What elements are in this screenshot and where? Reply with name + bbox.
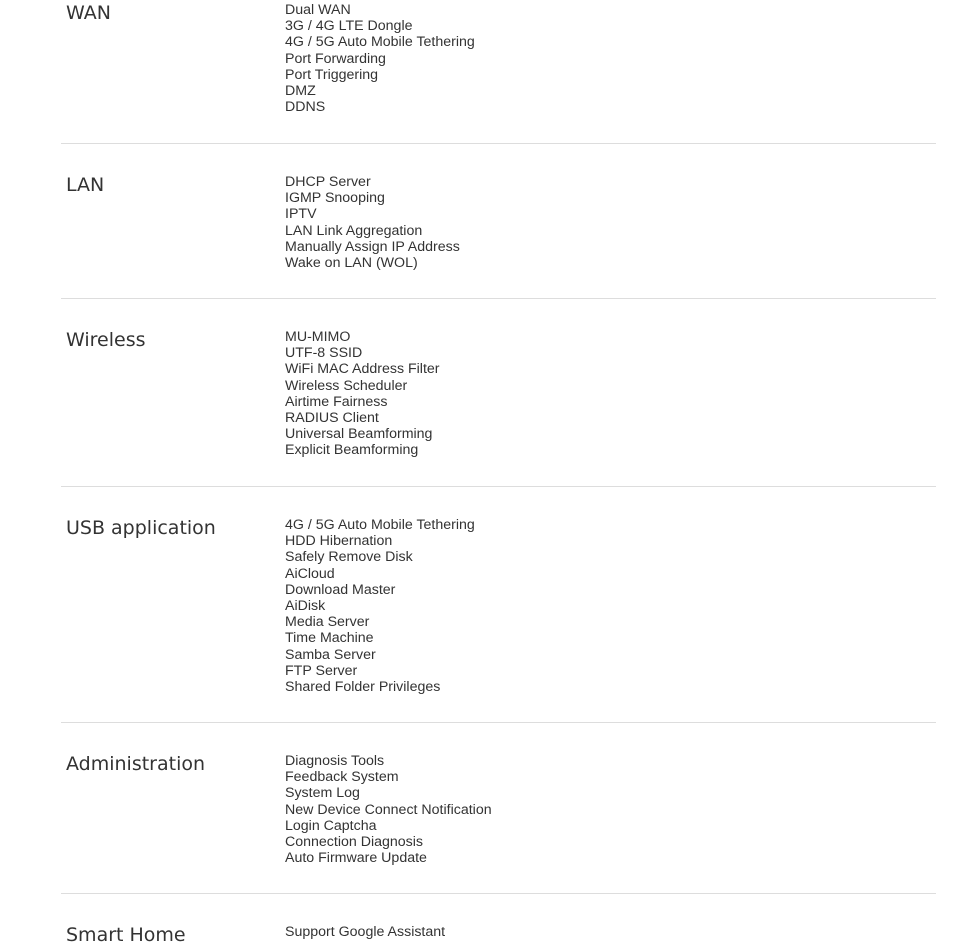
section-title: LAN: [66, 174, 105, 196]
feature-item: Explicit Beamforming: [285, 442, 419, 459]
feature-item: Auto Firmware Update: [285, 850, 427, 867]
feature-list: [285, 174, 460, 271]
feature-item: Dual WAN: [285, 2, 351, 18]
feature-item: New Device Connect Notification: [285, 801, 492, 818]
section-title: WAN: [66, 2, 111, 24]
feature-item: DHCP Server: [285, 174, 371, 190]
feature-list: [285, 753, 492, 866]
feature-item: Download Master: [285, 581, 396, 598]
feature-item: FTP Server: [285, 662, 358, 679]
section-divider: [61, 143, 936, 144]
feature-item: Time Machine: [285, 630, 374, 647]
feature-item: IGMP Snooping: [285, 190, 385, 207]
feature-item: UTF-8 SSID: [285, 345, 363, 362]
feature-item: Login Captcha: [285, 817, 377, 834]
section-divider: [61, 893, 936, 894]
feature-item: DMZ: [285, 83, 316, 100]
feature-item: Wireless Scheduler: [285, 377, 408, 394]
feature-item: Manually Assign IP Address: [285, 238, 460, 255]
section-divider: [61, 486, 936, 487]
feature-list: [285, 329, 440, 459]
section-title: Wireless: [66, 329, 146, 351]
feature-item: Shared Folder Privileges: [285, 679, 441, 696]
section-divider: [61, 298, 936, 299]
feature-item: RADIUS Client: [285, 410, 379, 427]
feature-item: Support Google Assistant: [285, 924, 446, 940]
feature-item: LAN Link Aggregation: [285, 222, 423, 239]
feature-item: DDNS: [285, 99, 326, 116]
feature-item: 4G / 5G Auto Mobile Tethering: [285, 517, 475, 533]
feature-item: System Log: [285, 785, 360, 802]
feature-item: Airtime Fairness: [285, 393, 388, 410]
feature-item: MU-MIMO: [285, 329, 351, 345]
feature-item: Media Server: [285, 614, 370, 631]
feature-item: Wake on LAN (WOL): [285, 255, 418, 272]
feature-item: Samba Server: [285, 646, 376, 663]
feature-item: Port Triggering: [285, 66, 379, 83]
feature-item: HDD Hibernation: [285, 533, 393, 550]
section-title: USB application: [66, 517, 216, 539]
section-divider: [61, 722, 936, 723]
feature-item: Diagnosis Tools: [285, 753, 385, 769]
feature-item: 3G / 4G LTE Dongle: [285, 18, 413, 35]
section-title: Administration: [66, 753, 206, 775]
feature-item: AiDisk: [285, 598, 326, 615]
feature-item: WiFi MAC Address Filter: [285, 361, 440, 378]
feature-item: Connection Diagnosis: [285, 834, 424, 851]
feature-list: [285, 2, 475, 115]
feature-item: Universal Beamforming: [285, 426, 433, 443]
feature-item: Feedback System: [285, 769, 399, 786]
feature-item: 4G / 5G Auto Mobile Tethering: [285, 34, 475, 51]
feature-item: Port Forwarding: [285, 50, 386, 67]
feature-item: AiCloud: [285, 565, 335, 582]
feature-item: Safely Remove Disk: [285, 549, 413, 566]
feature-list: [285, 924, 445, 940]
feature-item: IPTV: [285, 206, 317, 223]
feature-list: [285, 517, 475, 695]
section-title: Smart Home: [66, 924, 186, 946]
